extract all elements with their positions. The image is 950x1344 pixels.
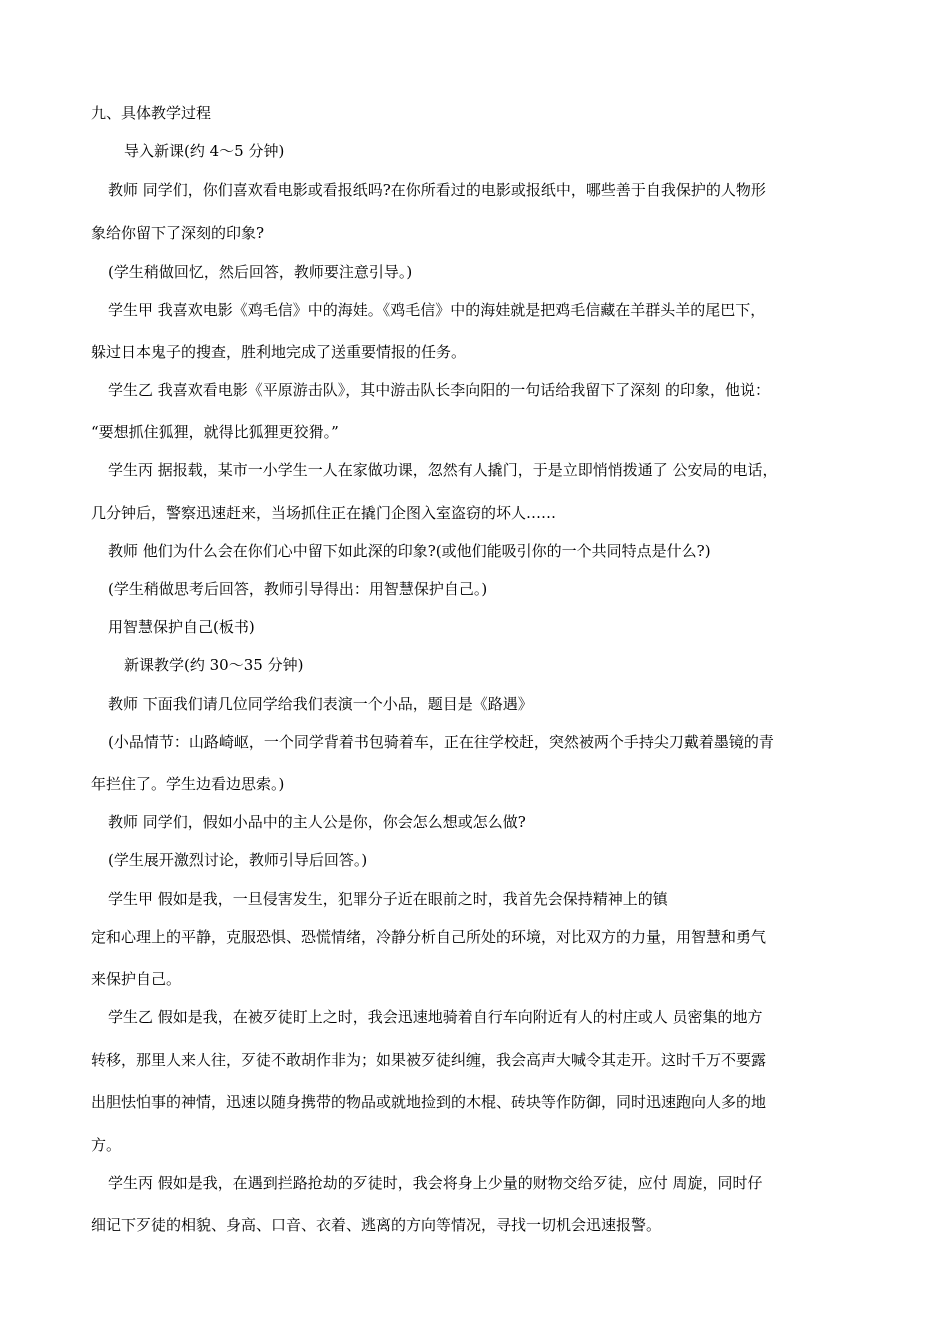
paragraph-line: 教师 他们为什么会在你们心中留下如此深的印象?(或他们能吸引你的一个共同特点是什么?) — [108, 542, 711, 560]
paragraph-line: 学生乙 假如是我，在被歹徒盯上之时，我会迅速地骑着自行车向附近有人的村庄或人 员密集的地方 — [108, 1008, 763, 1026]
paragraph-line: 学生丙 假如是我，在遇到拦路抢劫的歹徒时，我会将身上少量的财物交给歹徒，应付 周旋，同时仔 — [108, 1174, 763, 1192]
paragraph-line: 来保护自己。 — [91, 970, 182, 988]
paragraph-line: 学生丙 据报载，某市一小学生一人在家做功课，忽然有人撬门，于是立即悄悄拨通了 公安局的电话， — [108, 461, 778, 479]
paragraph-line: 定和心理上的平静，克服恐惧、恐慌情绪，冷静分析自己所处的环境，对比双方的力量，用智慧和勇气 — [91, 928, 767, 946]
section-heading: 九、具体教学过程 — [91, 104, 212, 122]
paragraph-line: 学生甲 假如是我，一旦侵害发生，犯罪分子近在眼前之时，我首先会保持精神上的镇 — [108, 890, 668, 908]
paragraph-line: 教师 同学们，假如小品中的主人公是你，你会怎么想或怎么做? — [108, 813, 526, 831]
paragraph-line: 细记下歹徒的相貌、身高、口音、衣着、逃离的方向等情况，寻找一切机会迅速报警。 — [91, 1216, 662, 1234]
paragraph-line: “要想抓住狐狸，就得比狐狸更狡猾。” — [91, 423, 339, 441]
paragraph-line: (学生展开激烈讨论，教师引导后回答。) — [108, 851, 368, 869]
paragraph-line: (学生稍做回忆，然后回答，教师要注意引导。) — [108, 263, 413, 281]
paragraph-line: 象给你留下了深刻的印象? — [91, 224, 265, 242]
paragraph-line: 出胆怯怕事的神情，迅速以随身携带的物品或就地捡到的木棍、砖块等作防御，同时迅速跑向人多的地 — [91, 1093, 767, 1111]
paragraph-line: 年拦住了。学生边看边思索。) — [91, 775, 285, 793]
paragraph-line: 转移，那里人来人往，歹徒不敢胡作非为；如果被歹徒纠缠，我会高声大喊令其走开。这时千万不要露 — [91, 1051, 767, 1069]
paragraph-line: 用智慧保护自己(板书) — [108, 618, 255, 636]
subsection-heading: 导入新课(约 4～5 分钟) — [124, 142, 285, 160]
paragraph-line: 学生甲 我喜欢电影《鸡毛信》中的海娃。《鸡毛信》中的海娃就是把鸡毛信藏在羊群头羊的尾巴下， — [108, 301, 766, 319]
paragraph-line: 教师 同学们，你们喜欢看电影或看报纸吗?在你所看过的电影或报纸中，哪些善于自我保护的人物形 — [108, 181, 766, 199]
paragraph-line: 方。 — [91, 1136, 122, 1154]
paragraph-line: (小品情节：山路崎岖，一个同学背着书包骑着车，正在往学校赶，突然被两个手持尖刀戴着墨镜的青 — [108, 733, 774, 751]
paragraph-line: 学生乙 我喜欢看电影《平原游击队》，其中游击队长李向阳的一句话给我留下了深刻 的印象，他说： — [108, 381, 771, 399]
paragraph-line: (学生稍做思考后回答，教师引导得出：用智慧保护自己。) — [108, 580, 488, 598]
paragraph-line: 躲过日本鬼子的搜查，胜利地完成了送重要情报的任务。 — [91, 343, 467, 361]
paragraph-line: 教师 下面我们请几位同学给我们表演一个小品，题目是《路遇》 — [108, 695, 533, 713]
paragraph-line: 几分钟后，警察迅速赶来，当场抓住正在撬门企图入室盗窃的坏人…… — [91, 504, 557, 522]
subsection-heading: 新课教学(约 30～35 分钟) — [124, 656, 304, 674]
